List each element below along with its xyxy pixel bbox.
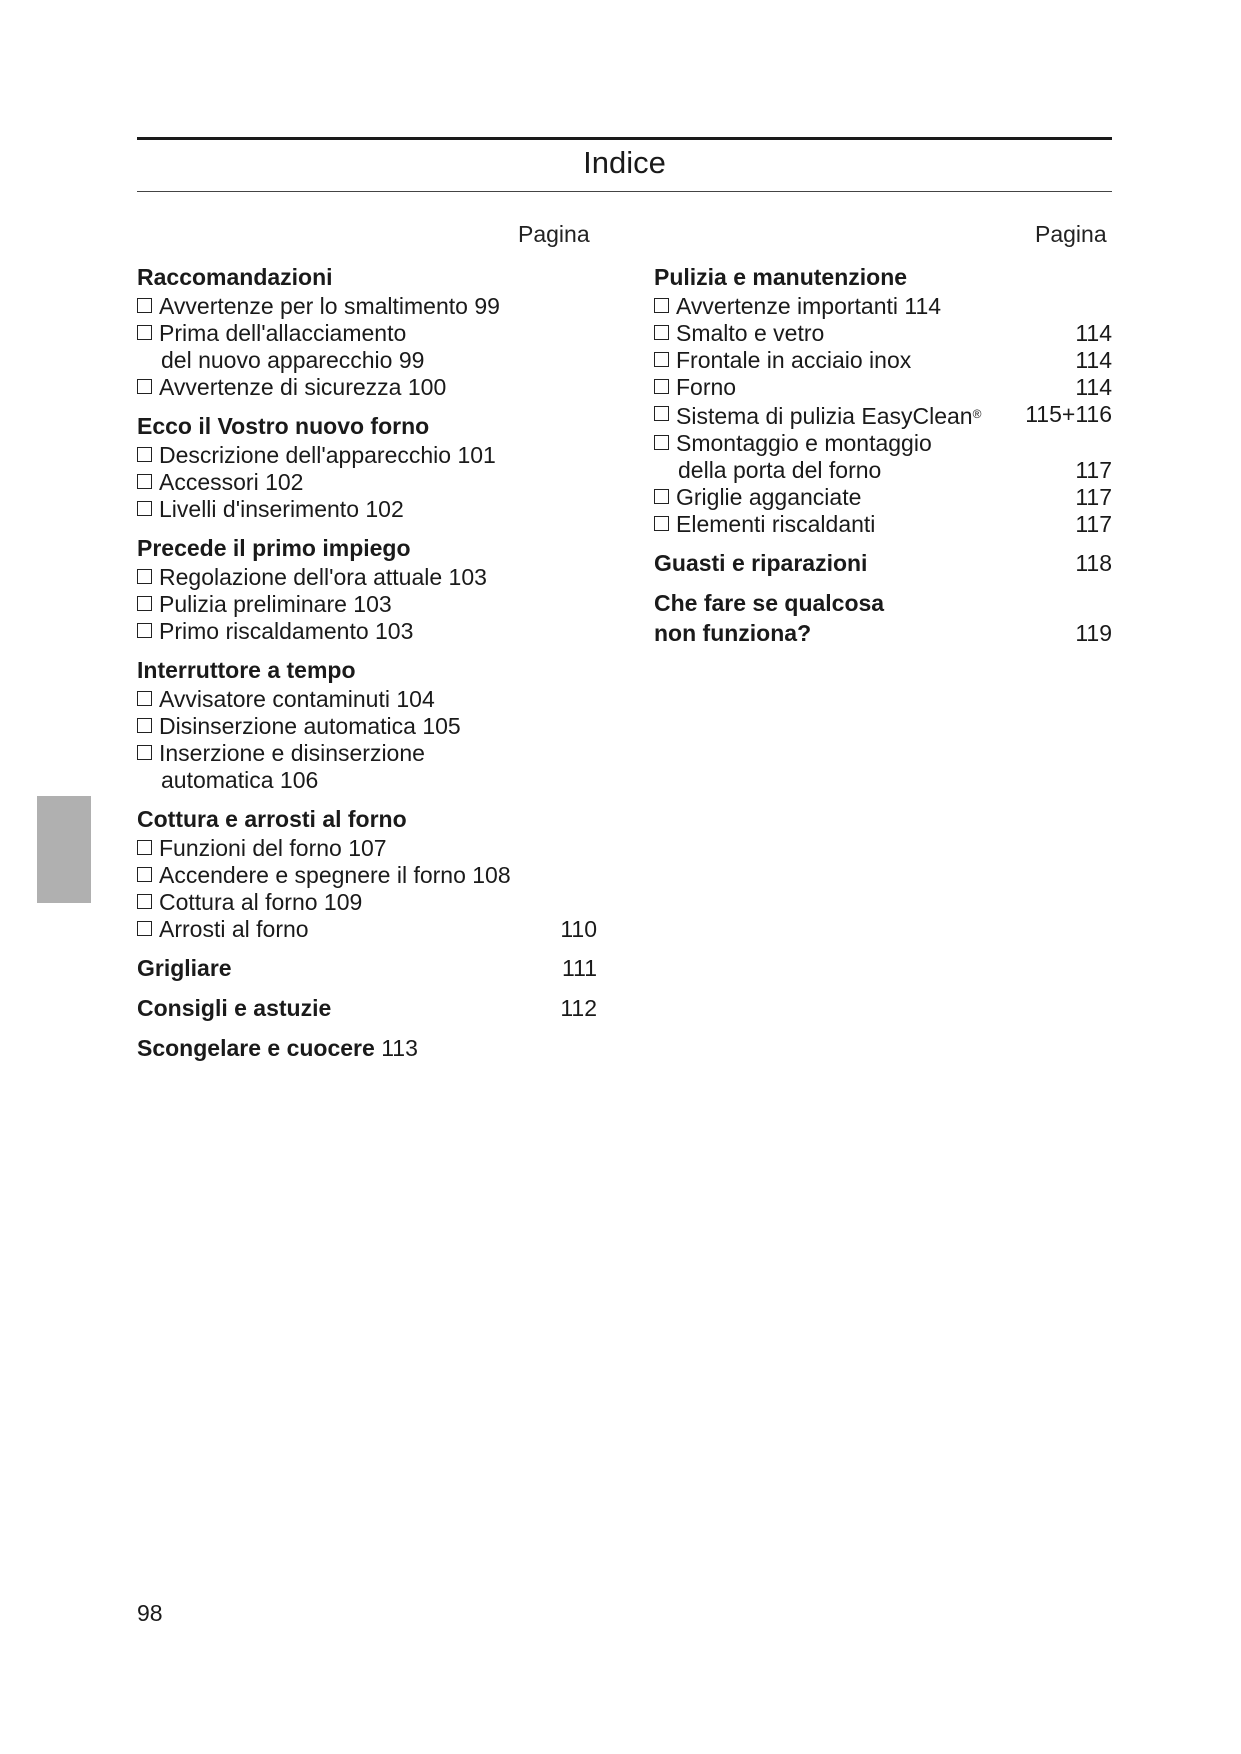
checkbox-bullet-icon bbox=[654, 325, 669, 340]
toc-item bbox=[137, 374, 597, 401]
toc-item-text-wrap bbox=[676, 401, 1017, 430]
section-title-wrap bbox=[137, 1033, 418, 1063]
checkbox-bullet-icon bbox=[654, 352, 669, 367]
section-title-row bbox=[137, 262, 597, 292]
section-title-wrap bbox=[137, 262, 333, 292]
checkbox-bullet-icon bbox=[137, 596, 152, 611]
toc-item-text-wrap bbox=[676, 374, 1067, 401]
section-title: Guasti e riparazioni bbox=[654, 550, 868, 576]
checkbox-bullet-icon bbox=[137, 691, 152, 706]
section-title: Ecco il Vostro nuovo forno bbox=[137, 413, 430, 439]
toc-item-text-wrap bbox=[159, 442, 597, 469]
toc-item-text-wrap bbox=[159, 889, 597, 916]
section-title: Interruttore a tempo bbox=[137, 657, 356, 683]
checkbox-bullet-icon bbox=[137, 867, 152, 882]
toc-item-text: Descrizione dell'apparecchio 101 bbox=[159, 442, 496, 468]
toc-item-text-wrap bbox=[676, 484, 1067, 511]
toc-item-text: Inserzione e disinserzione bbox=[159, 740, 425, 766]
toc-item-text: Regolazione dell'ora attuale 103 bbox=[159, 564, 487, 590]
section-title-row bbox=[137, 411, 597, 441]
checkbox-bullet-icon bbox=[137, 447, 152, 462]
toc-section bbox=[137, 533, 597, 645]
section-title-wrap bbox=[137, 533, 411, 563]
section-title-row bbox=[137, 533, 597, 563]
toc-item-text: Frontale in acciaio inox bbox=[676, 347, 912, 373]
checkbox-bullet-icon bbox=[654, 406, 669, 421]
header-rule-top bbox=[137, 137, 1112, 140]
section-title-wrap bbox=[137, 655, 356, 685]
checkbox-bullet-icon bbox=[137, 501, 152, 516]
toc-item bbox=[137, 442, 597, 469]
registered-mark: ® bbox=[972, 407, 982, 421]
toc-item-text: Cottura al forno 109 bbox=[159, 889, 363, 915]
toc-item-list bbox=[137, 442, 597, 523]
toc-item-text-wrap bbox=[159, 862, 597, 889]
toc-item-text-wrap bbox=[159, 740, 597, 794]
toc-item-text: Avvisatore contaminuti 104 bbox=[159, 686, 435, 712]
toc-item-text: Funzioni del forno 107 bbox=[159, 835, 387, 861]
toc-item-text-wrap bbox=[159, 835, 597, 862]
section-title-wrap bbox=[654, 548, 867, 578]
toc-item-text-wrap bbox=[676, 430, 1067, 484]
toc-item-text: Accendere e spegnere il forno 108 bbox=[159, 862, 511, 888]
toc-section bbox=[137, 804, 597, 943]
toc-item bbox=[654, 484, 1112, 511]
checkbox-bullet-icon bbox=[654, 379, 669, 394]
toc-item-text: Avvertenze importanti 114 bbox=[676, 293, 942, 319]
checkbox-bullet-icon bbox=[137, 325, 152, 340]
section-title-row bbox=[654, 262, 1112, 292]
toc-item-text: Forno bbox=[676, 374, 737, 400]
section-page-number: 112 bbox=[560, 995, 597, 1021]
toc-section bbox=[137, 953, 597, 983]
toc-item-continuation: automatica 106 bbox=[161, 767, 319, 793]
toc-item bbox=[137, 686, 597, 713]
checkbox-bullet-icon bbox=[137, 298, 152, 313]
checkbox-bullet-icon bbox=[137, 569, 152, 584]
toc-item bbox=[654, 430, 1112, 484]
checkbox-bullet-icon bbox=[654, 516, 669, 531]
toc-column-right bbox=[654, 262, 1112, 658]
toc-item-text-wrap bbox=[159, 713, 597, 740]
toc-section bbox=[137, 411, 597, 523]
toc-item-text-wrap bbox=[159, 618, 597, 645]
section-title: Pulizia e manutenzione bbox=[654, 264, 908, 290]
toc-item bbox=[137, 496, 597, 523]
toc-item-list bbox=[654, 293, 1112, 538]
toc-item-page-number: 115+116 bbox=[1025, 401, 1112, 427]
toc-item-text: Avvertenze di sicurezza 100 bbox=[159, 374, 447, 400]
toc-item-text: Smontaggio e montaggio bbox=[676, 430, 932, 456]
checkbox-bullet-icon bbox=[654, 489, 669, 504]
toc-item-text-wrap bbox=[159, 686, 597, 713]
toc-item-text: Elementi riscaldanti bbox=[676, 511, 876, 537]
section-title-row bbox=[137, 804, 597, 834]
section-title-wrap bbox=[654, 262, 907, 292]
toc-section bbox=[654, 548, 1112, 578]
section-title-wrap bbox=[137, 804, 407, 834]
toc-item bbox=[137, 469, 597, 496]
toc-item-page-number: 117 bbox=[1075, 484, 1112, 510]
page-column-label-right: Pagina bbox=[1035, 221, 1107, 247]
toc-item-text-wrap bbox=[676, 293, 1112, 320]
toc-item-text-wrap bbox=[676, 320, 1067, 347]
toc-item-list bbox=[137, 686, 597, 794]
checkbox-bullet-icon bbox=[137, 379, 152, 394]
toc-item bbox=[137, 293, 597, 320]
toc-section bbox=[654, 262, 1112, 538]
toc-item-text: Primo riscaldamento 103 bbox=[159, 618, 414, 644]
checkbox-bullet-icon bbox=[137, 623, 152, 638]
section-title: Grigliare bbox=[137, 955, 232, 981]
section-page-number: 113 bbox=[381, 1035, 418, 1061]
toc-item-text-wrap bbox=[159, 469, 597, 496]
section-page-number: 118 bbox=[1075, 550, 1112, 576]
section-title: Che fare se qualcosa bbox=[654, 590, 885, 616]
toc-item-page-number: 117 bbox=[1075, 457, 1112, 483]
page-column-label-left: Pagina bbox=[518, 221, 590, 247]
toc-item bbox=[137, 564, 597, 591]
section-title-wrap bbox=[137, 953, 232, 983]
checkbox-bullet-icon bbox=[137, 474, 152, 489]
checkbox-bullet-icon bbox=[137, 745, 152, 760]
section-title: Precede il primo impiego bbox=[137, 535, 411, 561]
section-title-wrap bbox=[137, 411, 429, 441]
toc-column-left bbox=[137, 262, 597, 1073]
checkbox-bullet-icon bbox=[137, 840, 152, 855]
toc-item-text-wrap bbox=[159, 320, 597, 374]
chapter-tab-marker bbox=[37, 796, 91, 903]
section-page-number: 111 bbox=[562, 955, 597, 981]
section-title: Consigli e astuzie bbox=[137, 995, 332, 1021]
toc-item-text: Pulizia preliminare 103 bbox=[159, 591, 392, 617]
toc-item bbox=[137, 862, 597, 889]
section-title-row bbox=[137, 953, 597, 983]
toc-item-text: Griglie agganciate bbox=[676, 484, 862, 510]
section-title-line2: non funziona? bbox=[654, 620, 812, 646]
toc-item-text-wrap bbox=[159, 916, 552, 943]
section-title-row bbox=[137, 993, 597, 1023]
toc-item bbox=[654, 401, 1112, 430]
toc-item bbox=[137, 889, 597, 916]
checkbox-bullet-icon bbox=[137, 718, 152, 733]
toc-item-text-wrap bbox=[159, 374, 597, 401]
section-title-row bbox=[654, 588, 1112, 648]
section-title: Raccomandazioni bbox=[137, 264, 333, 290]
toc-item bbox=[654, 374, 1112, 401]
toc-item-text: Livelli d'inserimento 102 bbox=[159, 496, 404, 522]
toc-item-text-wrap bbox=[159, 564, 597, 591]
toc-item-text: Smalto e vetro bbox=[676, 320, 825, 346]
toc-section bbox=[137, 993, 597, 1023]
toc-item bbox=[654, 347, 1112, 374]
toc-item-list bbox=[137, 564, 597, 645]
checkbox-bullet-icon bbox=[137, 894, 152, 909]
toc-item-page-number: 114 bbox=[1075, 320, 1112, 346]
toc-item bbox=[137, 916, 597, 943]
toc-item-text: Disinserzione automatica 105 bbox=[159, 713, 461, 739]
toc-item-page-number: 110 bbox=[560, 916, 597, 942]
toc-item bbox=[654, 511, 1112, 538]
section-title: Scongelare e cuocere bbox=[137, 1035, 375, 1061]
toc-item-text: Avvertenze per lo smaltimento 99 bbox=[159, 293, 500, 319]
toc-item-page-number: 117 bbox=[1075, 511, 1112, 537]
toc-item bbox=[654, 293, 1112, 320]
toc-item-page-number: 114 bbox=[1075, 374, 1112, 400]
toc-item-text-wrap bbox=[676, 347, 1067, 374]
toc-item-page-number: 114 bbox=[1075, 347, 1112, 373]
toc-section bbox=[137, 1033, 597, 1063]
section-page-number: 119 bbox=[1075, 620, 1112, 646]
toc-item-continuation: della porta del forno bbox=[678, 457, 882, 483]
section-title-wrap bbox=[654, 588, 884, 648]
page-title: Indice bbox=[583, 145, 666, 180]
toc-item-list bbox=[137, 293, 597, 401]
checkbox-bullet-icon bbox=[654, 435, 669, 450]
toc-item-continuation: del nuovo apparecchio 99 bbox=[161, 347, 425, 373]
toc-item bbox=[137, 591, 597, 618]
checkbox-bullet-icon bbox=[137, 921, 152, 936]
toc-item-list bbox=[137, 835, 597, 943]
toc-item-text: Sistema di pulizia EasyClean bbox=[676, 403, 973, 429]
section-title-row bbox=[654, 548, 1112, 578]
toc-section bbox=[654, 588, 1112, 648]
toc-section bbox=[137, 262, 597, 401]
toc-item bbox=[137, 740, 597, 794]
toc-item bbox=[137, 320, 597, 374]
toc-item-text: Prima dell'allacciamento bbox=[159, 320, 407, 346]
toc-item-text-wrap bbox=[676, 511, 1067, 538]
section-title-row bbox=[137, 655, 597, 685]
toc-item-text: Arrosti al forno bbox=[159, 916, 309, 942]
checkbox-bullet-icon bbox=[654, 298, 669, 313]
toc-item bbox=[137, 713, 597, 740]
header-rule-bottom bbox=[137, 191, 1112, 192]
toc-item-text-wrap bbox=[159, 496, 597, 523]
toc-item-text-wrap bbox=[159, 293, 597, 320]
toc-item bbox=[137, 618, 597, 645]
section-title-row bbox=[137, 1033, 597, 1063]
toc-item bbox=[137, 835, 597, 862]
page-number: 98 bbox=[137, 1600, 163, 1626]
toc-section bbox=[137, 655, 597, 794]
section-title: Cottura e arrosti al forno bbox=[137, 806, 407, 832]
toc-item-text: Accessori 102 bbox=[159, 469, 304, 495]
toc-item bbox=[654, 320, 1112, 347]
toc-item-text-wrap bbox=[159, 591, 597, 618]
section-title-wrap bbox=[137, 993, 331, 1023]
